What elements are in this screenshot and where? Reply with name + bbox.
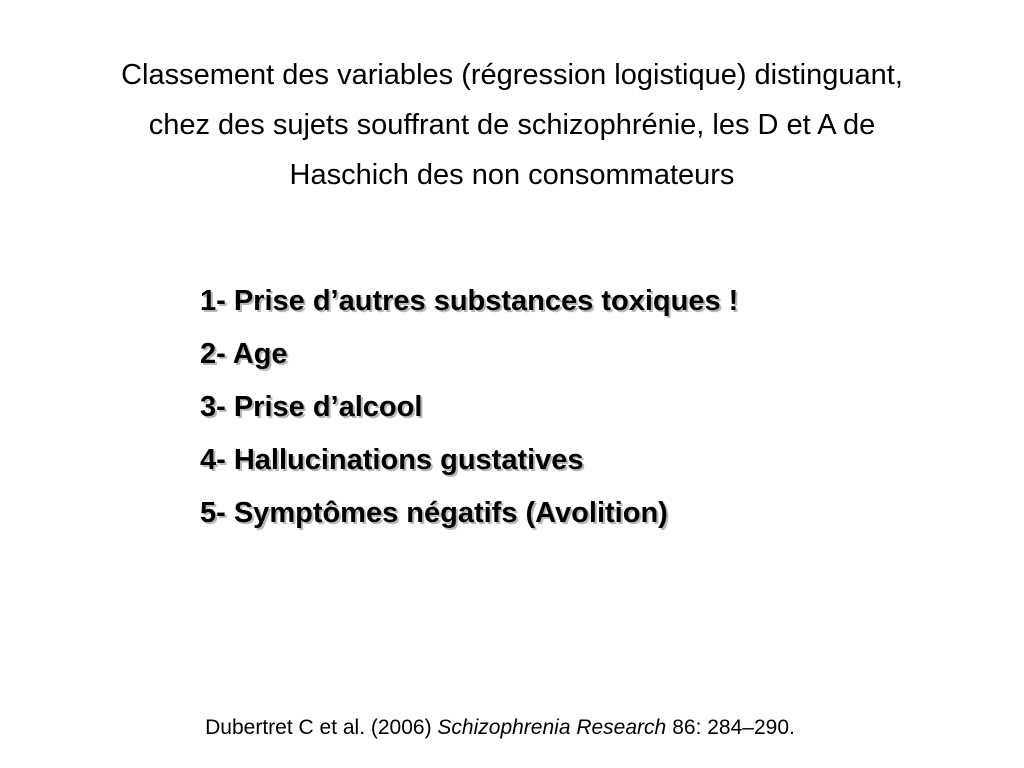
citation bbox=[0, 713, 1000, 743]
citation-volume-pages: 86: 284–290. bbox=[672, 716, 795, 739]
slide-title bbox=[20, 50, 1004, 200]
list-item: 4- Hallucinations gustatives bbox=[200, 444, 584, 476]
title-line-3: Haschich des non consommateurs bbox=[289, 159, 735, 191]
list-item: 5- Symptômes négatifs (Avolition) bbox=[200, 497, 668, 529]
list-item: 3- Prise d’alcool bbox=[200, 391, 423, 423]
citation-journal: Schizophrenia Research bbox=[437, 716, 667, 739]
title-line-1: Classement des variables (régression logistique) distinguant, bbox=[121, 59, 903, 91]
list-item: 2- Age bbox=[200, 338, 288, 370]
title-line-2: chez des sujets souffrant de schizophrénie, les D et A de bbox=[148, 109, 876, 141]
list-item: 1- Prise d’autres substances toxiques ! bbox=[200, 285, 739, 317]
ranked-variables-list bbox=[200, 275, 738, 540]
citation-authors-year: Dubertret C et al. (2006) bbox=[205, 716, 438, 739]
